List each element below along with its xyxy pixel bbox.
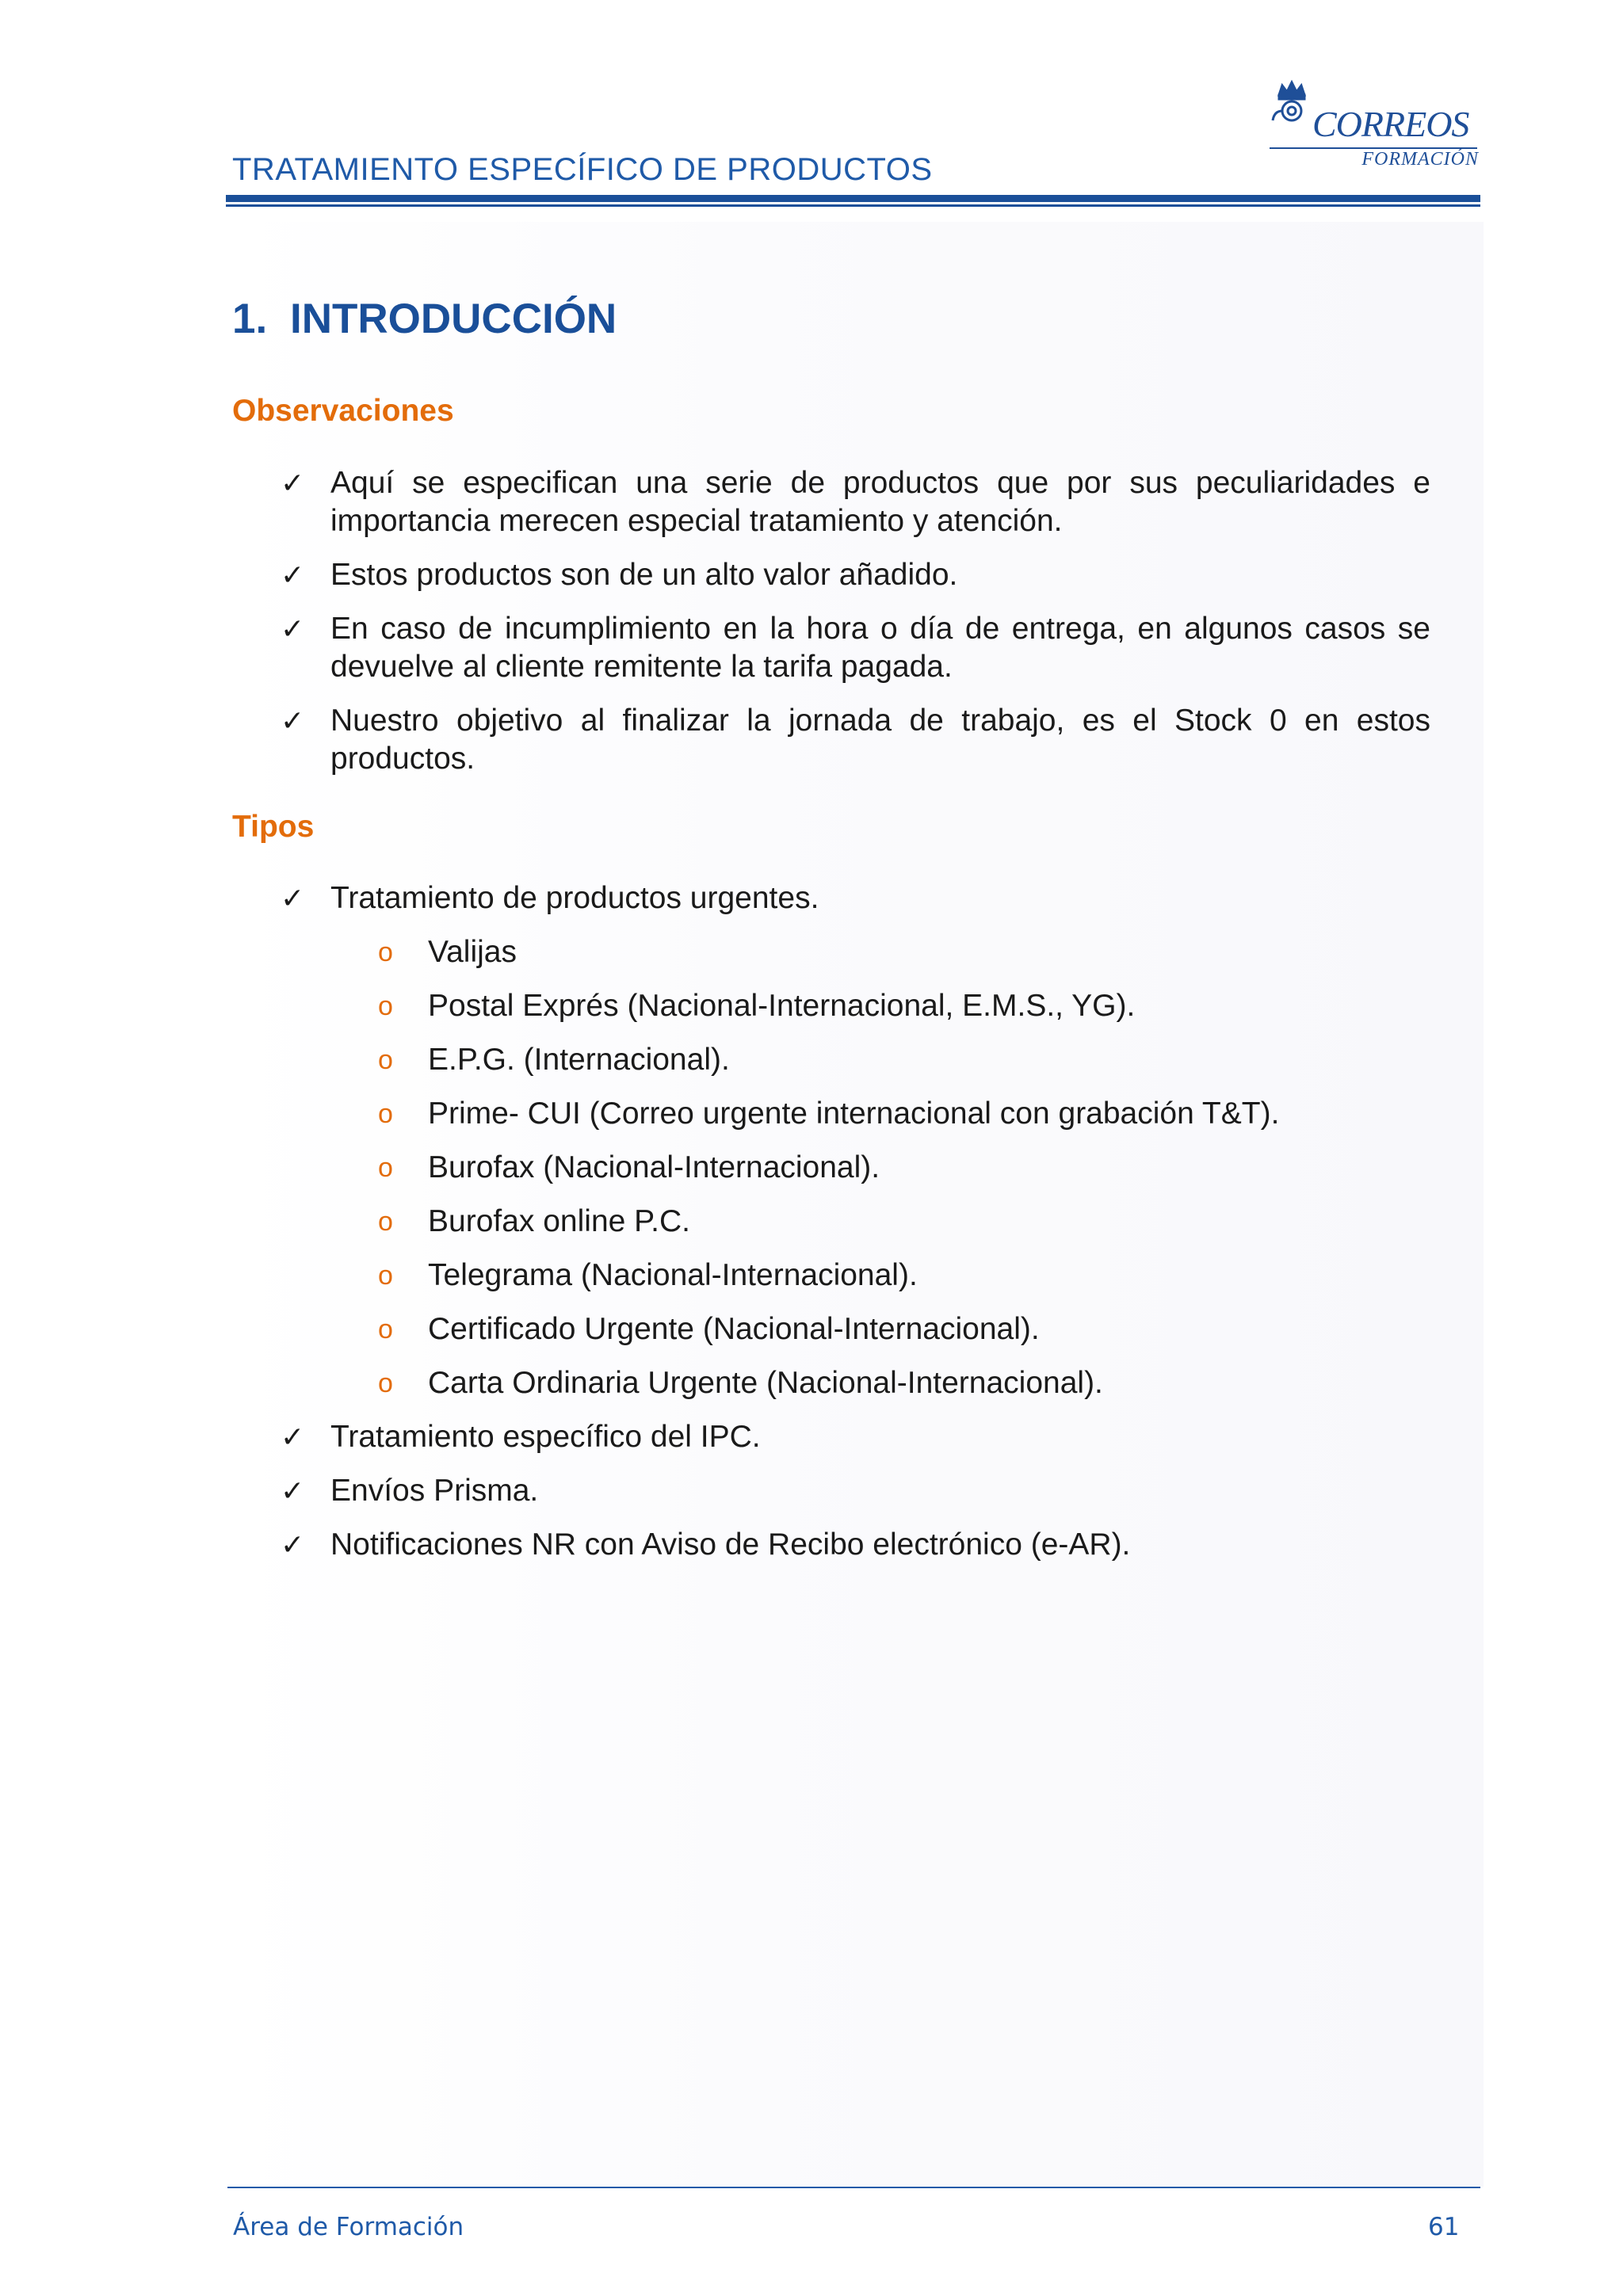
header-rule <box>226 195 1480 202</box>
list-item: ✓ Nuestro objetivo al finalizar la jornada de trabajo, es el Stock 0 en estos productos. <box>281 704 1430 776</box>
sub-list-item: o Burofax (Nacional-Internacional). <box>376 1149 1430 1187</box>
hollow-circle-icon: o <box>378 1045 393 1075</box>
footer-department: Área de Formación <box>233 2213 464 2241</box>
checkmark-icon: ✓ <box>281 612 305 645</box>
list-item: ✓ Aquí se especifican una serie de productos que por sus peculiaridades e importancia merecen especial tratamiento y atención. <box>281 466 1430 538</box>
checkmark-icon: ✓ <box>281 1421 305 1453</box>
hollow-circle-icon: o <box>378 991 393 1021</box>
checkmark-icon: ✓ <box>281 882 305 914</box>
checkmark-icon: ✓ <box>281 704 305 737</box>
sub-list-item: o Burofax online P.C. <box>376 1203 1430 1241</box>
crown-post-horn-icon <box>1266 76 1317 127</box>
hollow-circle-icon: o <box>378 1207 393 1237</box>
urgent-products-sublist <box>376 933 1430 1402</box>
list-item: ✓ Envíos Prisma. <box>279 1472 1430 1510</box>
chapter-number: 1. <box>232 296 268 342</box>
page-number: 61 <box>1428 2213 1460 2241</box>
sub-list-item: o Prime- CUI (Correo urgente internacional con grabación T&T). <box>376 1095 1430 1133</box>
hollow-circle-icon: o <box>378 937 393 967</box>
logo-subtitle: FORMACIÓN <box>1361 149 1479 170</box>
checkmark-icon: ✓ <box>281 467 305 499</box>
header-rule-thin <box>226 204 1480 207</box>
running-title: TRATAMIENTO ESPECÍFICO DE PRODUCTOS <box>232 152 933 187</box>
hollow-circle-icon: o <box>378 1153 393 1183</box>
footer-rule <box>227 2187 1480 2188</box>
sub-list-item: o E.P.G. (Internacional). <box>376 1041 1430 1079</box>
checkmark-icon: ✓ <box>281 559 305 591</box>
hollow-circle-icon: o <box>378 1314 393 1344</box>
observaciones-list <box>279 464 1430 778</box>
hollow-circle-icon: o <box>378 1099 393 1129</box>
sub-list-item: o Carta Ordinaria Urgente (Nacional-Internacional). <box>376 1364 1430 1402</box>
logo-wordmark: CORREOS <box>1312 104 1469 144</box>
list-item: ✓ Notificaciones NR con Aviso de Recibo electrónico (e-AR). <box>279 1526 1430 1564</box>
checkmark-icon: ✓ <box>281 1474 305 1507</box>
correos-formacion-logo <box>1266 76 1480 173</box>
sub-list-item: o Valijas <box>376 933 1430 971</box>
list-item: ✓ Tratamiento de productos urgentes. o Valijas o Postal Exprés (Nacional-Internacional, E.M.S., YG). o E.P.G. (Internacional). o Prime- CUI (Correo urgente internacional con grabación T&T). o Burofax (Nacional-Internacional). o Burofax online P.C. o Telegrama (Nacional-Internacional). o Certificado Urgente (Nacional-Internacional). o Carta Ordinaria Urgente (Nacional-Internacional). <box>279 879 1430 1402</box>
chapter-title-text: INTRODUCCIÓN <box>290 296 617 342</box>
sub-list-item: o Telegrama (Nacional-Internacional). <box>376 1257 1430 1295</box>
tipos-list <box>279 879 1430 1564</box>
hollow-circle-icon: o <box>378 1368 393 1398</box>
sub-list-item: o Postal Exprés (Nacional-Internacional, E.M.S., YG). <box>376 987 1430 1025</box>
list-item: ✓ Tratamiento específico del IPC. <box>279 1418 1430 1456</box>
section-title-tipos: Tipos <box>232 810 315 844</box>
sub-list-item: o Certificado Urgente (Nacional-Internacional). <box>376 1310 1430 1348</box>
list-item: ✓ Estos productos son de un alto valor añadido. <box>279 556 1430 594</box>
section-title-observaciones: Observaciones <box>232 394 454 428</box>
chapter-title <box>232 295 617 343</box>
hollow-circle-icon: o <box>378 1261 393 1291</box>
checkmark-icon: ✓ <box>281 1528 305 1561</box>
list-item: ✓ En caso de incumplimiento en la hora o día de entrega, en algunos casos se devuelve al cliente remitente la tarifa pagada. <box>281 612 1430 684</box>
